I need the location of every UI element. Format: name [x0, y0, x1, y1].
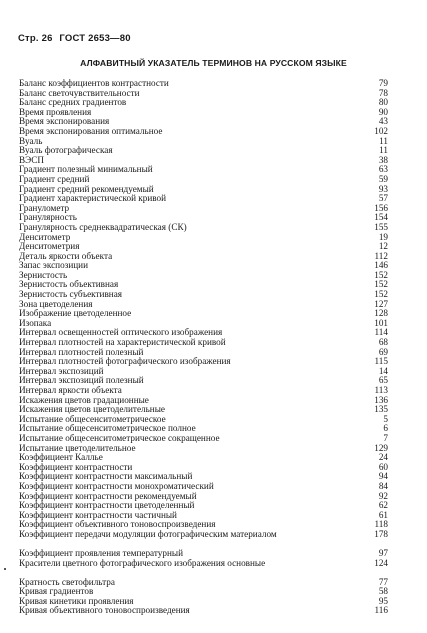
index-term: Градиент полезный минимальный — [19, 164, 153, 175]
index-term: Кратность светофильтра — [19, 576, 115, 587]
index-term: Искажения цветов градационные — [19, 394, 149, 405]
index-entry — [19, 606, 388, 616]
index-term: Коэффициент контрастности частичный — [19, 509, 177, 520]
index-term: Градиент средний рекомендуемый — [19, 183, 154, 194]
index-term: Интервал плотностей на характеристической кривой — [19, 337, 226, 348]
term-index — [19, 79, 388, 616]
index-term: Вуаль фотографическая — [19, 145, 113, 156]
index-term: Коэффициент проявления температурный — [19, 547, 183, 558]
index-page-ref: 118 — [374, 519, 388, 530]
index-entry — [19, 194, 388, 204]
index-term: Изопака — [19, 317, 52, 328]
index-page-ref: 93 — [378, 183, 388, 194]
index-page-ref: 68 — [378, 337, 388, 348]
index-term: Коэффициент контрастности — [19, 461, 133, 472]
index-term: Интервал плотностей полезный — [19, 346, 144, 357]
index-page-ref: 152 — [374, 279, 388, 290]
index-page-ref: 152 — [374, 269, 388, 280]
index-page-ref: 58 — [378, 586, 388, 597]
index-term: Изображение цветоделенное — [19, 308, 132, 319]
index-term: Кривая кинетики проявления — [19, 595, 134, 606]
index-entry — [19, 309, 388, 319]
index-page-ref: 112 — [374, 250, 388, 261]
index-page-ref: 59 — [378, 173, 388, 184]
index-page-ref: 114 — [374, 327, 388, 338]
index-entry — [19, 127, 388, 137]
index-page-ref: 7 — [383, 432, 388, 443]
index-page-ref: 78 — [378, 87, 388, 98]
index-term: Гранулярность — [19, 212, 77, 223]
index-page-ref: 77 — [378, 576, 388, 587]
index-page-ref: 11 — [379, 135, 388, 146]
index-term: Коэффициент контрастности максимальный — [19, 471, 193, 482]
index-page-ref: 102 — [374, 125, 388, 136]
index-page-ref: 135 — [374, 404, 388, 415]
index-page-ref: 115 — [374, 356, 388, 367]
index-term: Интервал плотностей фотографического изображения — [19, 356, 231, 367]
index-term: Баланс светочувствительности — [19, 87, 140, 98]
index-term: Гранулометр — [19, 202, 70, 213]
index-term: Коэффициент передачи модуляции фотографическим материалом — [19, 528, 277, 539]
index-term: Время экспонирования оптимальное — [19, 125, 163, 136]
index-page-ref: 90 — [378, 106, 388, 117]
index-term: Интервал освещенностей оптического изображения — [19, 327, 223, 338]
index-entry — [19, 261, 388, 271]
index-term: Зернистость — [19, 269, 68, 280]
index-term: Баланс коэффициентов контрастности — [19, 78, 169, 88]
scan-speck — [4, 568, 6, 570]
index-page-ref: 60 — [378, 461, 388, 472]
index-page-ref: 116 — [374, 605, 388, 616]
index-page-ref: 178 — [374, 528, 388, 539]
index-term: Испытание цветоделительное — [19, 442, 136, 453]
index-page-ref: 146 — [374, 260, 388, 271]
index-term: Коэффициент контрастности рекомендуемый — [19, 490, 197, 501]
index-page-ref: 128 — [374, 308, 388, 319]
page-header — [18, 33, 135, 44]
index-page-ref: 101 — [374, 317, 388, 328]
index-term: Баланс средних градиентов — [19, 97, 127, 108]
index-page-ref: 152 — [374, 289, 388, 300]
index-entry — [19, 559, 388, 578]
index-term: Коэффициент контрастности монохроматический — [19, 480, 214, 491]
index-term: Красители цветного фотографического изображения основные — [19, 557, 266, 568]
index-page-ref: 24 — [378, 452, 388, 463]
index-term: Коэффициент Каллье — [19, 452, 103, 463]
index-page-ref: 11 — [379, 145, 388, 156]
index-page-ref: 62 — [378, 500, 388, 511]
index-page-ref: 19 — [378, 231, 388, 242]
index-term: Деталь яркости объекта — [19, 250, 113, 261]
index-term: Интервал экспозиций — [19, 365, 104, 376]
index-page-ref: 61 — [378, 509, 388, 520]
index-page-ref: 97 — [378, 547, 388, 558]
index-term: Денситометрия — [19, 241, 80, 252]
index-term: Испытание общесенситометрическое сокращенное — [19, 432, 220, 443]
index-entry — [19, 223, 388, 233]
index-page-ref: 5 — [383, 413, 388, 424]
index-term: Интервал экспозиций полезный — [19, 375, 144, 386]
index-term: Интервал яркости объекта — [19, 385, 122, 395]
index-page-ref: 113 — [374, 385, 388, 395]
index-page-ref: 80 — [378, 97, 388, 108]
page-number: Стр. 26 — [18, 33, 53, 44]
index-page-ref: 92 — [378, 490, 388, 501]
index-term: Испытание общесенситометрическое — [19, 413, 166, 424]
index-page-ref: 127 — [374, 298, 388, 309]
index-page-ref: 63 — [378, 164, 388, 175]
index-term: Градиент средний — [19, 173, 90, 184]
index-page-ref: 12 — [378, 241, 388, 252]
standard-code: ГОСТ 2653—80 — [59, 33, 131, 44]
index-entry — [19, 530, 388, 549]
index-term: Гранулярность среднеквадратическая (СК) — [19, 221, 187, 232]
index-term: Время проявления — [19, 106, 92, 117]
index-page-ref: 136 — [374, 394, 388, 405]
index-term: Испытание общесенситометрическое полное — [19, 423, 196, 434]
index-page-ref: 156 — [374, 202, 388, 213]
index-term: Коэффициент объективного тоновоспроизведения — [19, 519, 216, 530]
index-term: Зона цветоделения — [19, 298, 93, 309]
index-term: Кривая градиентов — [19, 586, 94, 597]
index-term: Денситометр — [19, 231, 71, 242]
index-term: Запас экспозиции — [19, 260, 88, 271]
index-page-ref: 69 — [378, 346, 388, 357]
index-term: Зернистость объективная — [19, 279, 119, 290]
index-page-ref: 6 — [383, 423, 388, 434]
index-term: Искажения цветов цветоделительные — [19, 404, 165, 415]
index-term: Коэффициент контрастности цветоделенный — [19, 500, 195, 511]
index-entry — [19, 146, 388, 156]
index-page-ref: 84 — [378, 480, 388, 491]
index-page-ref: 43 — [378, 116, 388, 127]
index-page-ref: 94 — [378, 471, 388, 482]
index-page-ref: 14 — [378, 365, 388, 376]
index-page-ref: 154 — [374, 212, 388, 223]
index-page-ref: 79 — [378, 78, 388, 88]
index-page-ref: 124 — [374, 557, 388, 568]
index-term: Кривая объективного тоновоспроизведения — [19, 605, 190, 616]
index-term: Вуаль — [19, 135, 43, 146]
index-term: ВЭСП — [19, 154, 44, 165]
index-term: Зернистость субъективная — [19, 289, 123, 300]
index-page-ref: 95 — [378, 595, 388, 606]
index-term: Градиент характеристической кривой — [19, 193, 167, 204]
index-page-ref: 38 — [378, 154, 388, 165]
index-page-ref: 155 — [374, 221, 388, 232]
index-page-ref: 57 — [378, 193, 388, 204]
index-term: Время экспонирования — [19, 116, 110, 127]
index-page-ref: 65 — [378, 375, 388, 386]
index-title: АЛФАВИТНЫЙ УКАЗАТЕЛЬ ТЕРМИНОВ НА РУССКОМ ЯЗЫКЕ — [80, 58, 347, 68]
index-page-ref: 129 — [374, 442, 388, 453]
